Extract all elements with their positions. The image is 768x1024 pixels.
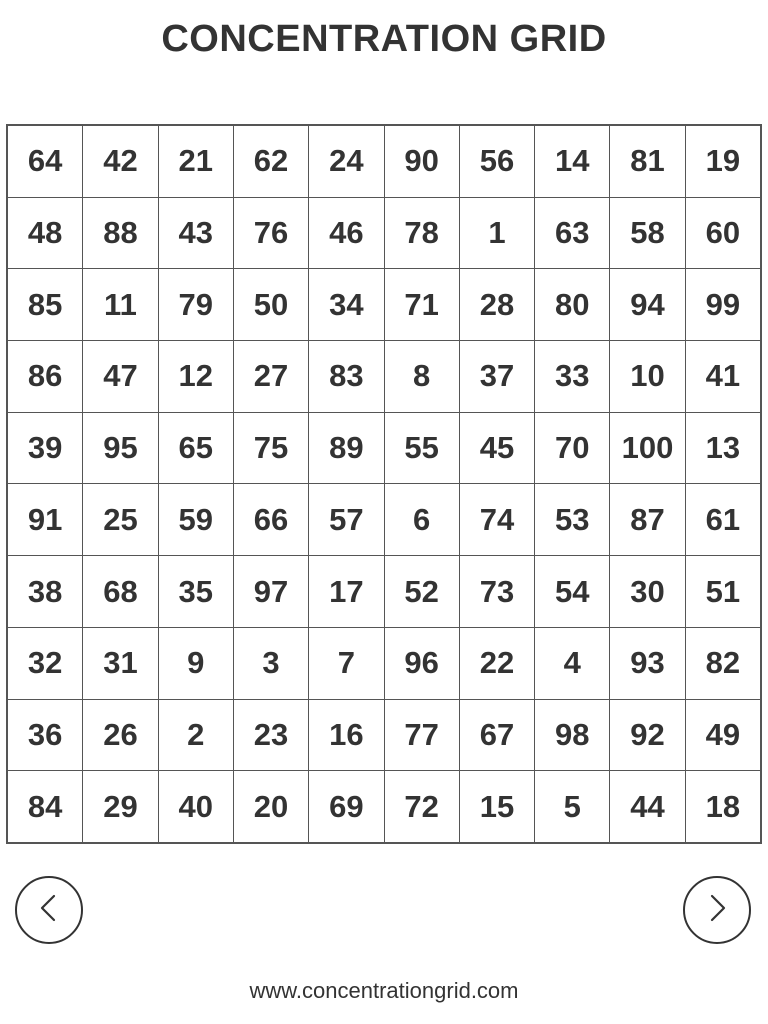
grid-cell[interactable]: 26 (83, 700, 157, 771)
grid-cell[interactable]: 18 (686, 771, 760, 842)
grid-cell[interactable]: 71 (385, 269, 459, 340)
grid-cell[interactable]: 33 (535, 341, 609, 412)
grid-cell[interactable]: 22 (460, 628, 534, 699)
grid-cell[interactable]: 54 (535, 556, 609, 627)
grid-cell[interactable]: 84 (8, 771, 82, 842)
next-button[interactable] (683, 876, 751, 944)
grid-cell[interactable]: 38 (8, 556, 82, 627)
page-title: CONCENTRATION GRID (161, 18, 607, 60)
grid-cell[interactable]: 29 (83, 771, 157, 842)
grid-cell[interactable]: 79 (159, 269, 233, 340)
grid-cell[interactable]: 56 (460, 126, 534, 197)
website-url: www.concentrationgrid.com (249, 978, 519, 1003)
grid-cell[interactable]: 4 (535, 628, 609, 699)
grid-cell[interactable]: 5 (535, 771, 609, 842)
grid-cell[interactable]: 51 (686, 556, 760, 627)
grid-cell[interactable]: 75 (234, 413, 308, 484)
grid-cell[interactable]: 62 (234, 126, 308, 197)
grid-cell[interactable]: 64 (8, 126, 82, 197)
grid-cell[interactable]: 95 (83, 413, 157, 484)
grid-cell[interactable]: 30 (610, 556, 684, 627)
grid-cell[interactable]: 63 (535, 198, 609, 269)
grid-cell[interactable]: 50 (234, 269, 308, 340)
grid-cell[interactable]: 68 (83, 556, 157, 627)
grid-cell[interactable]: 12 (159, 341, 233, 412)
grid-cell[interactable]: 66 (234, 484, 308, 555)
grid-cell[interactable]: 72 (385, 771, 459, 842)
grid-cell[interactable]: 80 (535, 269, 609, 340)
grid-cell[interactable]: 3 (234, 628, 308, 699)
grid-cell[interactable]: 67 (460, 700, 534, 771)
grid-cell[interactable]: 27 (234, 341, 308, 412)
grid-cell[interactable]: 98 (535, 700, 609, 771)
grid-cell[interactable]: 15 (460, 771, 534, 842)
grid-cell[interactable]: 13 (686, 413, 760, 484)
grid-cell[interactable]: 2 (159, 700, 233, 771)
grid-cell[interactable]: 43 (159, 198, 233, 269)
number-grid (6, 124, 762, 844)
grid-cell[interactable]: 83 (309, 341, 383, 412)
grid-cell[interactable]: 86 (8, 341, 82, 412)
grid-cell[interactable]: 46 (309, 198, 383, 269)
grid-cell[interactable]: 91 (8, 484, 82, 555)
grid-cell[interactable]: 53 (535, 484, 609, 555)
grid-cell[interactable]: 70 (535, 413, 609, 484)
grid-cell[interactable]: 37 (460, 341, 534, 412)
grid-cell[interactable]: 1 (460, 198, 534, 269)
grid-cell[interactable]: 21 (159, 126, 233, 197)
grid-cell[interactable]: 48 (8, 198, 82, 269)
grid-cell[interactable]: 77 (385, 700, 459, 771)
grid-cell[interactable]: 42 (83, 126, 157, 197)
grid-cell[interactable]: 76 (234, 198, 308, 269)
grid-cell[interactable]: 40 (159, 771, 233, 842)
grid-cell[interactable]: 73 (460, 556, 534, 627)
grid-cell[interactable]: 89 (309, 413, 383, 484)
grid-cell[interactable]: 52 (385, 556, 459, 627)
grid-cell[interactable]: 25 (83, 484, 157, 555)
grid-cell[interactable]: 11 (83, 269, 157, 340)
grid-cell[interactable]: 45 (460, 413, 534, 484)
grid-cell[interactable]: 100 (610, 413, 684, 484)
grid-cell[interactable]: 36 (8, 700, 82, 771)
grid-cell[interactable]: 82 (686, 628, 760, 699)
grid-cell[interactable]: 55 (385, 413, 459, 484)
grid-cell[interactable]: 74 (460, 484, 534, 555)
grid-cell[interactable]: 6 (385, 484, 459, 555)
grid-cell[interactable]: 90 (385, 126, 459, 197)
grid-cell[interactable]: 41 (686, 341, 760, 412)
grid-cell[interactable]: 47 (83, 341, 157, 412)
grid-cell[interactable]: 31 (83, 628, 157, 699)
grid-cell[interactable]: 96 (385, 628, 459, 699)
grid-cell[interactable]: 61 (686, 484, 760, 555)
grid-cell[interactable]: 24 (309, 126, 383, 197)
grid-cell[interactable]: 94 (610, 269, 684, 340)
grid-cell[interactable]: 28 (460, 269, 534, 340)
grid-cell[interactable]: 78 (385, 198, 459, 269)
grid-cell[interactable]: 14 (535, 126, 609, 197)
grid-cell[interactable]: 8 (385, 341, 459, 412)
grid-cell[interactable]: 60 (686, 198, 760, 269)
grid-cell[interactable]: 59 (159, 484, 233, 555)
grid-cell[interactable]: 85 (8, 269, 82, 340)
grid-cell[interactable]: 99 (686, 269, 760, 340)
previous-button[interactable] (15, 876, 83, 944)
grid-cell[interactable]: 32 (8, 628, 82, 699)
grid-cell[interactable]: 16 (309, 700, 383, 771)
grid-cell[interactable]: 65 (159, 413, 233, 484)
grid-cell[interactable]: 92 (610, 700, 684, 771)
grid-cell[interactable]: 87 (610, 484, 684, 555)
grid-cell[interactable]: 44 (610, 771, 684, 842)
grid-cell[interactable]: 23 (234, 700, 308, 771)
grid-cell[interactable]: 9 (159, 628, 233, 699)
grid-cell[interactable]: 88 (83, 198, 157, 269)
grid-cell[interactable]: 19 (686, 126, 760, 197)
chevron-right-icon (702, 893, 732, 928)
grid-cell[interactable]: 49 (686, 700, 760, 771)
chevron-left-icon (34, 893, 64, 928)
grid-cell[interactable]: 7 (309, 628, 383, 699)
grid-cell[interactable]: 69 (309, 771, 383, 842)
grid-cell[interactable]: 34 (309, 269, 383, 340)
grid-cell[interactable]: 58 (610, 198, 684, 269)
grid-cell[interactable]: 57 (309, 484, 383, 555)
grid-cell[interactable]: 39 (8, 413, 82, 484)
grid-cell[interactable]: 81 (610, 126, 684, 197)
grid-cell[interactable]: 93 (610, 628, 684, 699)
grid-cell[interactable]: 35 (159, 556, 233, 627)
grid-cell[interactable]: 10 (610, 341, 684, 412)
grid-cell[interactable]: 20 (234, 771, 308, 842)
grid-cell[interactable]: 97 (234, 556, 308, 627)
grid-cell[interactable]: 17 (309, 556, 383, 627)
